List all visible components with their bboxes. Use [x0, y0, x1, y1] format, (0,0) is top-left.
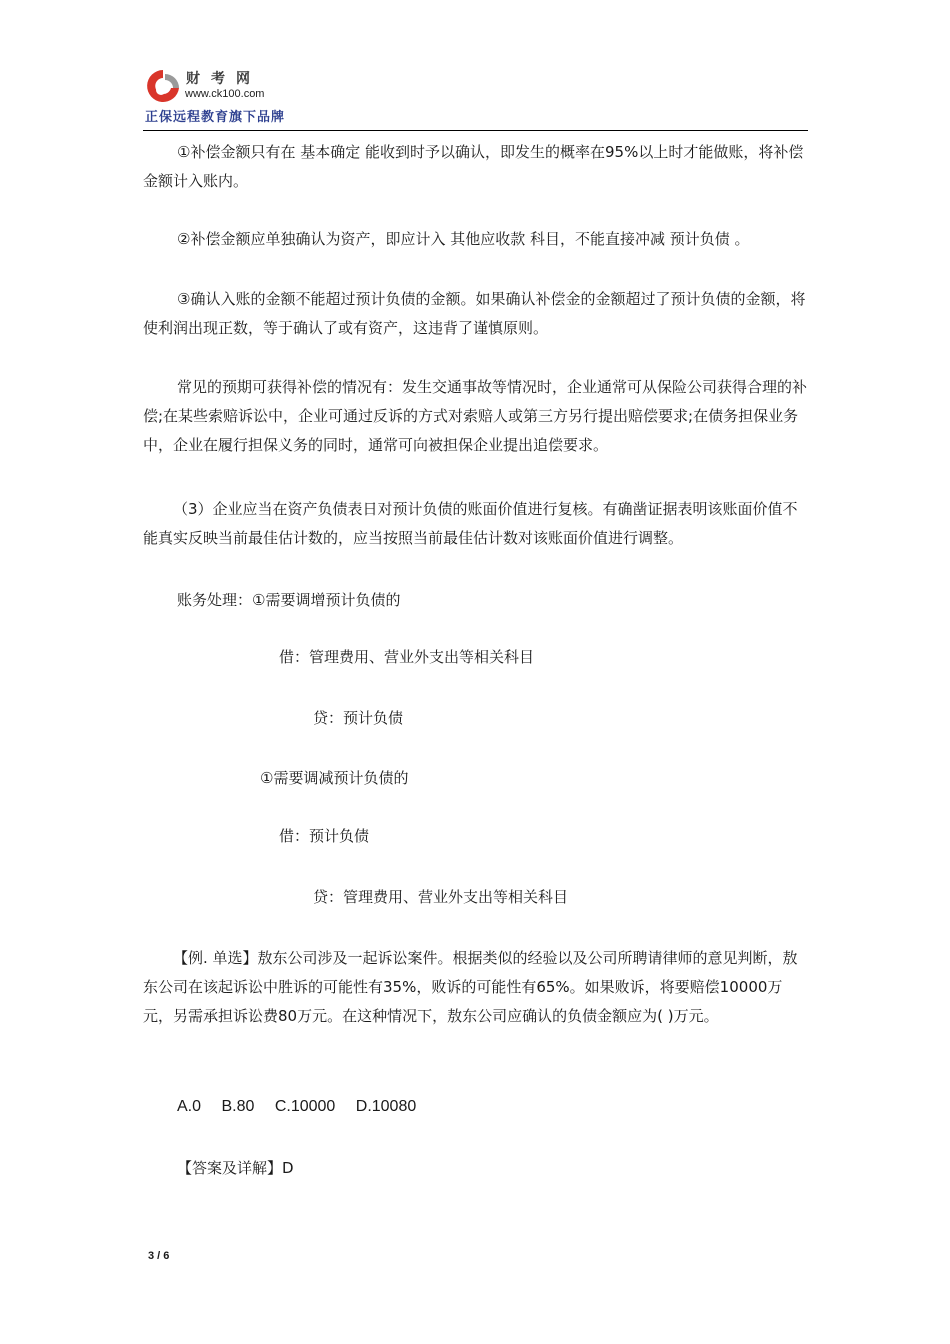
accounting-credit-2: 贷：管理费用、营业外支出等相关科目 [313, 888, 569, 906]
accounting-debit-2: 借：预计负债 [279, 827, 370, 845]
logo-swirl-icon [143, 66, 183, 106]
answer-options: A.0 B.80 C.10000 D.10080 [177, 1098, 417, 1115]
header-divider [143, 130, 808, 131]
paragraph-common-cases: 常见的预期可获得补偿的情况有：发生交通事故等情况时，企业通常可从保险公司获得合理的补偿;在某些索赔诉讼中，企业可通过反诉的方式对索赔人或第三方另行提出赔偿要求;在债务担保业务中，企业在履行担保义务的同时，通常可向被担保企业提出追偿要求。 [143, 378, 808, 454]
example-question: 【例. 单选】敖东公司涉及一起诉讼案件。根据类似的经验以及公司所聘请律师的意见判断，敖东公司在该起诉讼中胜诉的可能性有35%，败诉的可能性有65%。如果败诉，将要赔偿10000万元，另需承担诉讼费80万元。在这种情况下，敖东公司应确认的负债金额应为( )万元。 [143, 949, 798, 1025]
accounting-credit-1: 贷：预计负债 [313, 709, 404, 727]
logo-name: 财考网 [186, 71, 261, 87]
accounting-title-2: ①需要调减预计负债的 [260, 769, 409, 787]
paragraph-compensation-1: ①补偿金额只有在 基本确定 能收到时予以确认，即发生的概率在95%以上时才能做账，将补偿金额计入账内。 [143, 143, 804, 190]
answer-explanation: 【答案及详解】D [177, 1159, 294, 1177]
paragraph-compensation-3: ③确认入账的金额不能超过预计负债的金额。如果确认补偿金的金额超过了预计负债的金额，将使利润出现正数，等于确认了或有资产，这违背了谨慎原则。 [143, 290, 806, 337]
logo-slogan: 正保远程教育旗下品牌 [145, 110, 286, 125]
paragraph-review: （3）企业应当在资产负债表日对预计负债的账面价值进行复核。有确凿证据表明该账面价值不能真实反映当前最佳估计数的，应当按照当前最佳估计数对该账面价值进行调整。 [143, 500, 798, 547]
page-number: 3 / 6 [148, 1250, 170, 1262]
accounting-debit-1: 借：管理费用、营业外支出等相关科目 [279, 648, 535, 666]
paragraph-compensation-2: ②补偿金额应单独确认为资产，即应计入 其他应收款 科目，不能直接冲减 预计负债 。 [177, 230, 750, 248]
accounting-title: 账务处理：①需要调增预计负债的 [177, 591, 401, 609]
logo-url[interactable]: www.ck100.com [185, 88, 265, 100]
page-header [143, 64, 813, 130]
